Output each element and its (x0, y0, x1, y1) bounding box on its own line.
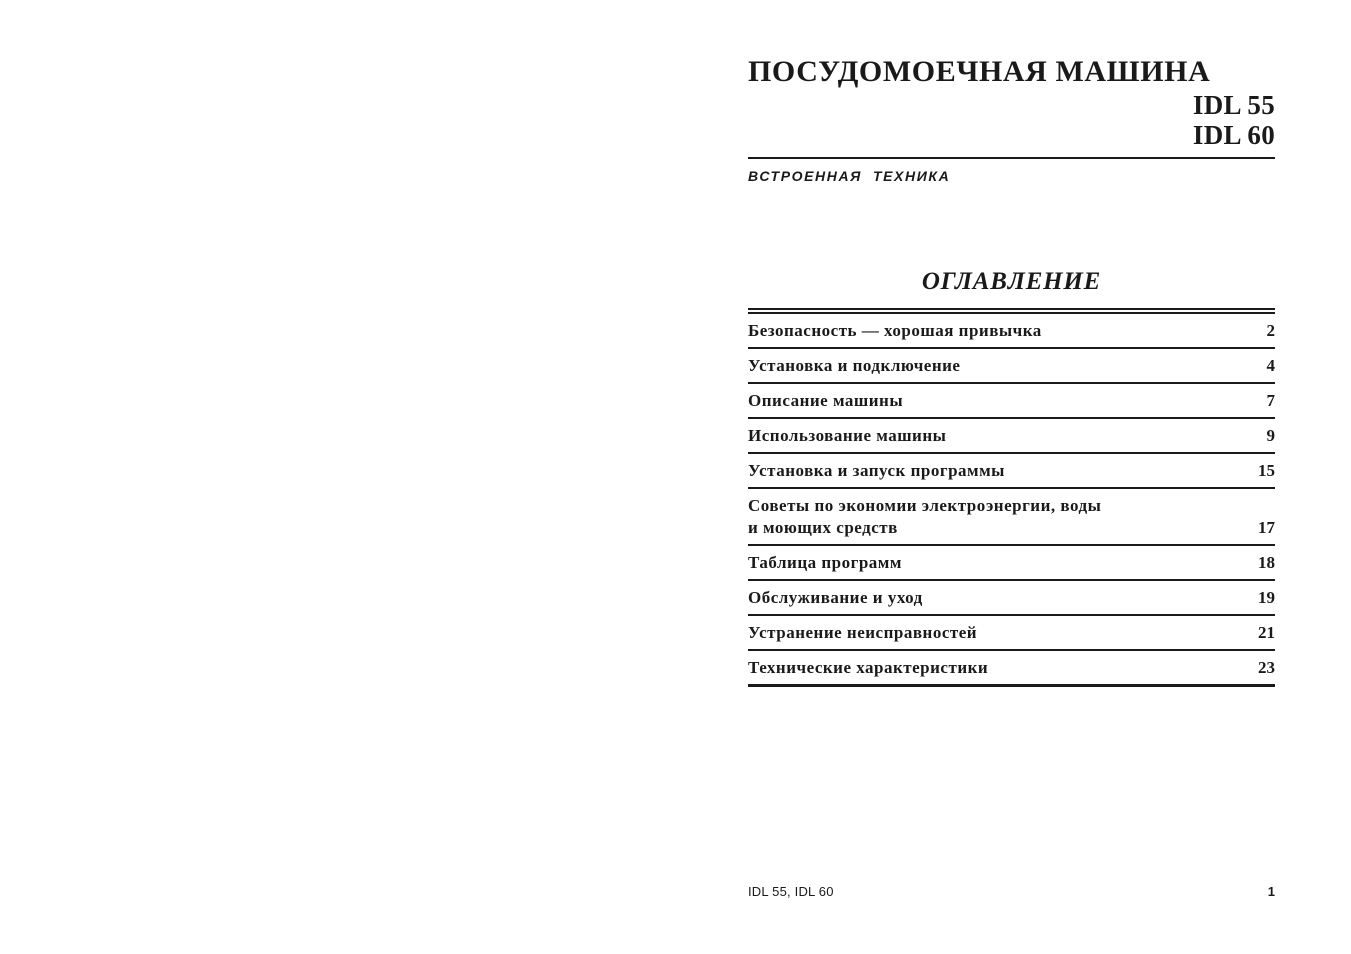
toc-entry-label: Установка и запуск программы (748, 461, 1005, 480)
toc-bottom-rule (748, 684, 1275, 687)
model-number-primary: IDL 55 (1192, 90, 1275, 120)
toc-entry-label: Использование машины (748, 426, 947, 445)
toc-entry-page: 7 (1266, 391, 1275, 410)
toc-entry-usage[interactable] (748, 419, 1275, 454)
toc-entry-maintenance[interactable] (748, 581, 1275, 616)
toc-entry-label: Технические характеристики (748, 658, 989, 677)
toc-entry-installation[interactable] (748, 349, 1275, 384)
toc-entry-program-table[interactable] (748, 546, 1275, 581)
toc-entry-page: 21 (1258, 623, 1275, 642)
toc-entry-label: Описание машины (748, 391, 904, 410)
toc-entry-label: Таблица программ (748, 553, 902, 572)
toc-entry-page: 4 (1266, 356, 1275, 375)
masthead-divider (748, 157, 1275, 159)
toc-entry-troubleshooting[interactable] (748, 616, 1275, 651)
toc-entry-label-line1: Советы по экономии электроэнергии, воды (748, 496, 1102, 515)
toc-entry-label (748, 495, 1251, 539)
model-number-secondary: IDL 60 (1192, 120, 1275, 150)
toc-entry-safety[interactable] (748, 314, 1275, 349)
toc-entry-description[interactable] (748, 384, 1275, 419)
toc-entry-label: Устранение неисправностей (748, 623, 978, 642)
toc-entry-page: 19 (1258, 588, 1275, 607)
toc-heading: ОГЛАВЛЕНИЕ (921, 268, 1102, 295)
toc-entry-saving-tips[interactable] (748, 489, 1275, 546)
toc-entry-page: 9 (1266, 426, 1275, 445)
toc-entry-specifications[interactable] (748, 651, 1275, 684)
toc-entry-label-line2: и моющих средств (748, 518, 898, 537)
page-footer (748, 884, 1275, 899)
toc-entry-program-start[interactable] (748, 454, 1275, 489)
table-of-contents (748, 268, 1275, 687)
footer-model-label: IDL 55, IDL 60 (748, 884, 834, 899)
toc-entry-page: 15 (1258, 461, 1275, 480)
toc-entry-page: 2 (1266, 321, 1275, 340)
toc-entry-label: Обслуживание и уход (748, 588, 923, 607)
toc-entry-page: 23 (1258, 658, 1275, 677)
toc-entry-label: Установка и подключение (748, 356, 961, 375)
document-title: ПОСУДОМОЕЧНАЯ МАШИНА (748, 55, 1211, 88)
toc-entry-page: 18 (1258, 553, 1275, 572)
document-subtitle: ВСТРОЕННАЯ ТЕХНИКА (748, 168, 951, 184)
toc-list (748, 314, 1275, 684)
toc-entry-label: Безопасность — хорошая привычка (748, 321, 1042, 340)
footer-page-number: 1 (1267, 884, 1275, 899)
toc-entry-page: 17 (1258, 518, 1275, 537)
masthead (748, 55, 1275, 184)
page-content-column (748, 0, 1275, 954)
